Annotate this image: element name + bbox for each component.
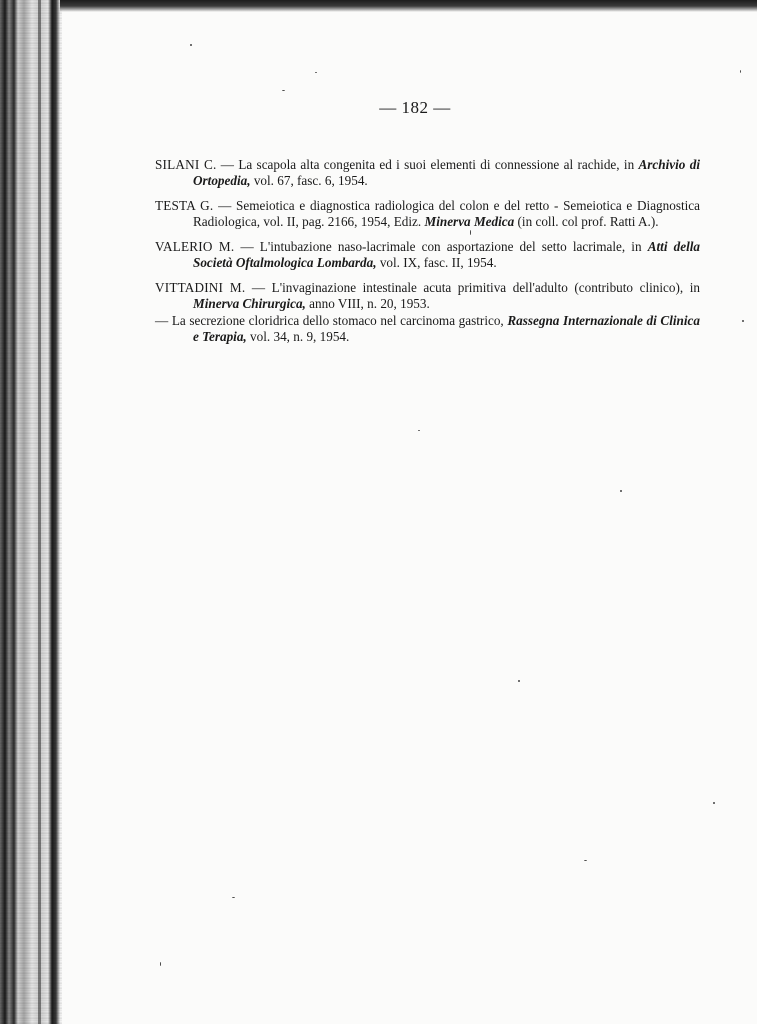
entry-text: Semeiotica e diagnostica radiologica del colon e del retto - Semeiotica e Diagnostica Radiologica, vol. II, pag. 2166, 1954, Ediz. [193,198,700,229]
entry-text: L'intubazione naso-lacrimale con asportazione del setto lacrimale, in [259,239,648,254]
scan-speck [282,90,285,91]
bibliography-entry [155,198,700,230]
scan-speck [160,962,161,966]
entry-details: (in coll. col prof. Ratti A.). [514,214,659,229]
scan-speck [713,802,715,804]
entry-details: vol. 67, fasc. 6, 1954. [250,173,368,188]
book-binding-edge [0,0,62,1024]
bibliography-entry [155,239,700,271]
entry-journal: Archivio di Ortopedia, [193,157,700,188]
entry-details: anno VIII, n. 20, 1953. [305,296,430,311]
entry-journal: Minerva Medica [424,214,515,229]
entry-author: VITTADINI M. [155,280,246,295]
entry-separator: — [213,198,237,213]
entry-author: VALERIO M. [155,239,235,254]
entry-author: SILANI C. [155,157,217,172]
entry-separator: — [245,280,272,295]
entry-journal: Rassegna Internazionale di Clinica e Terapia, [193,313,700,344]
scan-speck [418,430,420,431]
top-scan-edge [60,0,757,12]
bibliography-list [155,157,700,354]
entry-journal: Minerva Chirurgica, [193,296,306,311]
entry-separator: — [216,157,239,172]
scan-speck [740,70,741,73]
bibliography-entry [155,157,700,189]
scan-speck [232,897,235,898]
scan-speck [620,490,622,492]
scan-speck [190,44,192,46]
entry-text: L'invaginazione intestinale acuta primitiva dell'adulto (contributo clinico), in [271,280,700,295]
scan-speck [315,72,317,73]
entry-journal: Atti della Società Oftalmologica Lombarda, [193,239,700,270]
entry-text: La scapola alta congenita ed i suoi elementi di connessione al rachide, in [238,157,639,172]
entry-separator: — [234,239,260,254]
entry-details: vol. 34, n. 9, 1954. [246,329,350,344]
scan-speck [518,680,520,682]
scan-speck [742,320,744,322]
binding-shadow-line [38,0,41,1024]
entry-author: TESTA G. [155,198,214,213]
entry-details: vol. IX, fasc. II, 1954. [376,255,497,270]
page-number: — 182 — [379,98,451,117]
entry-text: La secrezione cloridrica dello stomaco nel carcinoma gastrico, [171,313,508,328]
entry-separator: — [155,313,172,328]
scan-speck [584,860,587,861]
bibliography-entry [155,313,700,345]
scan-speck [470,230,471,235]
bibliography-entry [155,280,700,312]
